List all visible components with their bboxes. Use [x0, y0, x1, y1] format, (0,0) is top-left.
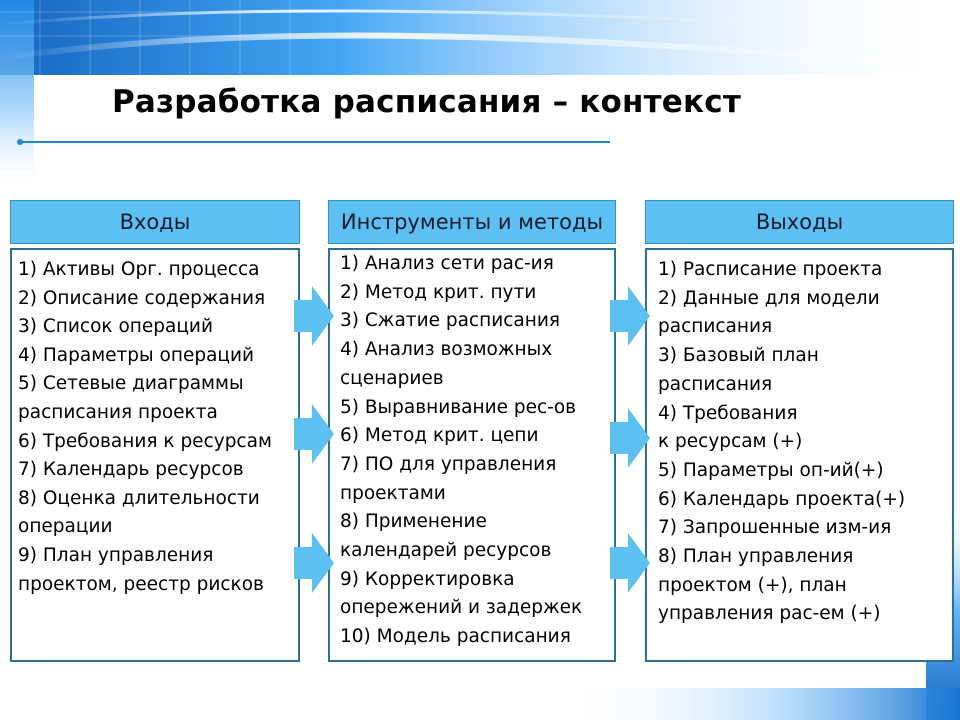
arrow-right-icon [610, 286, 650, 346]
list-item: проектами [340, 482, 446, 504]
list-item: 5) Сетевые диаграммы [18, 373, 244, 395]
list-item: к ресурсам (+) [658, 431, 803, 453]
list-item: сценариев [340, 367, 444, 389]
list-item: 8) План управления [658, 546, 854, 568]
list-item: операции [18, 516, 113, 538]
arrow-right-icon [294, 533, 334, 593]
list-item: проектом, реестр рисков [18, 573, 264, 595]
list-item: 7) Запрошенные изм-ия [658, 517, 892, 539]
list-item: 7) Календарь ресурсов [18, 459, 244, 481]
list-item: 6) Метод крит. цепи [340, 425, 539, 447]
list-item: 8) Применение [340, 511, 487, 533]
list-item: расписания проекта [18, 401, 218, 423]
inputs-header: Входы [10, 200, 300, 244]
list-item: 9) План управления [18, 544, 214, 566]
list-item: 2) Описание содержания [18, 287, 266, 309]
list-item: 4) Анализ возможных [340, 339, 553, 361]
inputs-list [10, 248, 300, 662]
list-item: управления рас-ем (+) [658, 603, 881, 625]
outputs-list [645, 248, 954, 662]
list-item: 4) Требования [658, 402, 798, 424]
list-item: опережений и задержек [340, 597, 583, 619]
arrow-right-icon [294, 404, 334, 464]
list-item: 2) Метод крит. пути [340, 281, 537, 303]
list-item: 7) ПО для управления [340, 453, 557, 475]
outputs-header: Выходы [645, 200, 954, 244]
arrow-right-icon [610, 408, 650, 468]
list-item: календарей ресурсов [340, 540, 552, 562]
slide-title: Разработка расписания – контекст [112, 84, 742, 120]
list-item: проектом (+), план [658, 574, 847, 596]
list-item: 3) Сжатие расписания [340, 310, 560, 332]
list-item: 2) Данные для модели [658, 287, 880, 309]
list-item: 3) Список операций [18, 316, 213, 338]
list-item: расписания [658, 316, 773, 338]
list-item: 8) Оценка длительности [18, 487, 260, 509]
list-item: 5) Выравнивание рес-ов [340, 396, 577, 418]
list-item: 1) Активы Орг. процесса [18, 259, 260, 280]
tools-list [328, 248, 616, 662]
list-item: 6) Требования к ресурсам [18, 430, 272, 452]
list-item: 6) Календарь проекта(+) [658, 488, 906, 510]
list-item: 1) Расписание проекта [658, 259, 883, 280]
list-item: 10) Модель расписания [340, 626, 571, 648]
list-item: 3) Базовый план [658, 345, 819, 367]
list-item: расписания [658, 373, 773, 395]
list-item: 9) Корректировка [340, 568, 515, 590]
tools-header: Инструменты и методы [328, 200, 616, 244]
list-item: 5) Параметры оп-ий(+) [658, 459, 884, 481]
arrow-right-icon [610, 533, 650, 593]
list-item: 1) Анализ сети рас-ия [340, 253, 554, 274]
list-item: 4) Параметры операций [18, 344, 255, 366]
arrow-right-icon [294, 286, 334, 346]
